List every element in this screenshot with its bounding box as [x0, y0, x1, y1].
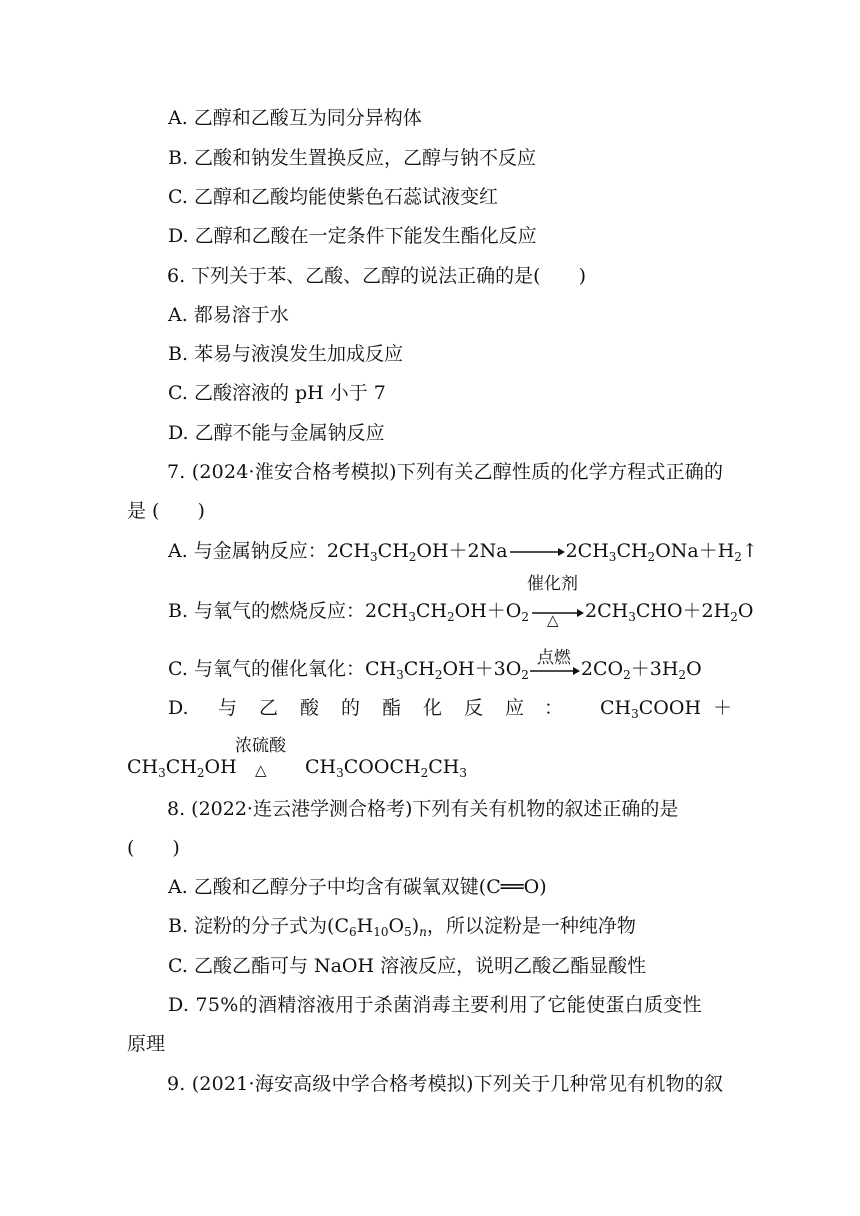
- q6-option-c: C. 乙酸溶液的 pH 小于 7: [168, 382, 386, 404]
- heating-triangle-icon: △: [255, 761, 267, 779]
- q7-stem-line2: 是 ( ): [127, 500, 205, 522]
- q7-d-reactant-ethanol: $CH_3CH_2OH$: [127, 756, 237, 780]
- q8-option-c: C. 乙酸乙酯可与 NaOH 溶液反应，说明乙酸乙酯显酸性: [168, 955, 647, 977]
- q7-option-b-label: B. 与氧气的燃烧反应：: [168, 600, 366, 622]
- q8-option-b-pre: B. 淀粉的分子式为(C: [168, 915, 349, 937]
- sulfuric-acid-label: 浓硫酸: [235, 736, 286, 756]
- q8-option-b: B. 淀粉的分子式为$(C_6H_{10}O_5)_n$，所以淀粉是一种纯净物: [168, 915, 636, 939]
- q7-d-label-5: 酯: [382, 697, 402, 719]
- q8-option-d-line2: 原理: [127, 1033, 166, 1055]
- q9-stem-line1: 9. (2021·海安高级中学合格考模拟)下列关于几种常见有机物的叙: [167, 1073, 724, 1095]
- q8-option-b-post: ，所以淀粉是一种纯净物: [426, 915, 636, 937]
- catalyst-label: 催化剂: [527, 574, 579, 594]
- q7-d-label-4: 的: [341, 697, 361, 719]
- q8-stem-line1: 8. (2022·连云港学测合格考)下列有关有机物的叙述正确的是: [167, 798, 679, 820]
- q5-option-c: C. 乙醇和乙酸均能使紫色石蕊试液变红: [168, 186, 498, 208]
- q7-option-c-equation: $CH_3CH_2OH+3O_2$ 点燃 $2CO_2+3H_2O$: [364, 648, 702, 682]
- q7-d-label-2: 乙: [259, 697, 279, 719]
- q7-d-label-7: 反: [464, 697, 484, 719]
- q7-option-c: [168, 648, 702, 682]
- q7-option-c-label: C. 与氧气的催化氧化：: [168, 658, 365, 680]
- q7-d-label-8: 应: [505, 697, 525, 719]
- q7-option-b-equation: $2CH_3CH_2OH+O_2$ 催化剂 △ $2CH_3CHO+2H_2O$: [365, 600, 753, 622]
- q6-option-a: A. 都易溶于水: [168, 304, 289, 326]
- q6-stem: 6. 下列关于苯、乙酸、乙醇的说法正确的是( ): [167, 265, 586, 287]
- q7-d-label-6: 化: [423, 697, 443, 719]
- q7-d-label-9: ：: [544, 697, 564, 719]
- q7-d-label-3: 酸: [300, 697, 320, 719]
- reaction-arrow-icon: [508, 545, 566, 559]
- q8-stem-line2: ( ): [127, 837, 180, 859]
- q6-option-d: D. 乙醇不能与金属钠反应: [168, 422, 385, 444]
- q7-d-product: $CH_3COOCH_2CH_3$: [305, 756, 467, 780]
- reaction-condition-arrow: [527, 574, 585, 629]
- q5-option-a: A. 乙醇和乙酸互为同分异构体: [168, 107, 422, 129]
- heating-triangle-icon: △: [547, 611, 559, 629]
- q5-option-d: D. 乙醇和乙酸在一定条件下能发生酯化反应: [168, 225, 537, 247]
- q8-option-d-line1: D. 75%的酒精溶液用于杀菌消毒主要利用了它能使蛋白质变性: [168, 994, 702, 1016]
- reaction-condition-arrow: [529, 648, 581, 682]
- q8-option-a: A. 乙酸和乙醇分子中均含有碳氧双键(C══O): [168, 876, 547, 898]
- q7-d-label-1: 与: [218, 697, 238, 719]
- q7-d-reactant-acid: $CH_3COOH$: [600, 697, 702, 721]
- q7-option-b: [168, 574, 754, 629]
- q7-option-a: [168, 539, 758, 563]
- q7-option-a-label: A. 与金属钠反应：: [168, 540, 327, 562]
- plus-sign: ＋: [713, 697, 733, 719]
- q6-option-b: B. 苯易与液溴发生加成反应: [168, 343, 404, 365]
- reaction-arrow-icon: [529, 664, 581, 678]
- q7-stem-line1: 7. (2024·淮安合格考模拟)下列有关乙醇性质的化学方程式正确的: [167, 461, 724, 483]
- q7-option-d-line2: [127, 736, 467, 780]
- q7-option-a-equation: $2CH_3CH_2OH+2Na$ $2CH_3CH_2ONa+H_2↑$: [326, 540, 758, 564]
- ignition-label: 点燃: [536, 648, 571, 668]
- q7-d-label-0: D.: [168, 697, 189, 719]
- q5-option-b: B. 乙酸和钠发生置换反应，乙醇与钠不反应: [168, 147, 537, 169]
